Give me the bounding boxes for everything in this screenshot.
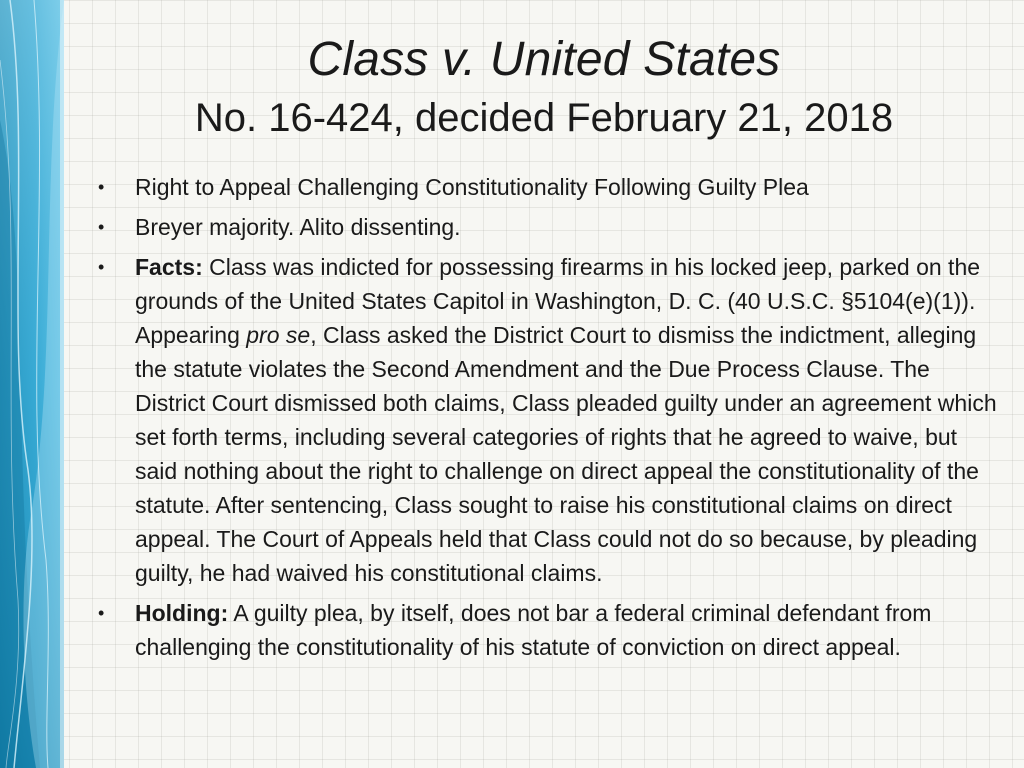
- bullet-icon: •: [98, 603, 105, 623]
- side-band-graphic: [0, 0, 64, 768]
- facts-text-part-1: Class was indicted for possessing firearms in his locked jeep, parked on the grounds of the United States Capitol in Washington, D. C. (40 U.S.C. §5104(e)(1)). Appearing: [135, 254, 981, 348]
- bullet-text: Breyer majority. Alito dissenting.: [135, 214, 461, 240]
- bullet-item-holding: [96, 596, 1000, 664]
- title-area: [64, 30, 1024, 144]
- bullet-item-facts: [96, 250, 1000, 590]
- facts-text-part-2: , Class asked the District Court to dismiss the indictment, alleging the statute violates the Second Amendment and the Due Process Clause. The District Court dismissed both claims, Class pleaded guilty under an agreement which set forth terms, including several categories of rights that he agreed to waive, but said nothing about the right to challenge on direct appeal the constitutionality of the statute. After sentencing, Class sought to raise his constitutional claims on direct appeal. The Court of Appeals held that Class could not do so because, by pleading guilty, he had waived his constitutional claims.: [135, 322, 997, 586]
- facts-label: Facts:: [135, 254, 203, 280]
- bullet-item-topic: [96, 170, 1000, 204]
- slide-content: [96, 170, 1000, 670]
- bullet-icon: •: [98, 177, 105, 197]
- bullet-text: Right to Appeal Challenging Constitutionality Following Guilty Plea: [135, 174, 809, 200]
- bullet-icon: •: [98, 217, 105, 237]
- holding-text: A guilty plea, by itself, does not bar a federal criminal defendant from challenging the constitutionality of his statute of conviction on direct appeal.: [135, 600, 932, 660]
- holding-label: Holding:: [135, 600, 229, 626]
- decorative-side-band: [0, 0, 64, 768]
- bullet-item-opinions: [96, 210, 1000, 244]
- slide-subtitle: No. 16-424, decided February 21, 2018: [194, 96, 894, 140]
- slide-title: Class v. United States: [307, 33, 781, 86]
- bullet-list: [96, 170, 1000, 664]
- facts-italic-term: pro se: [246, 322, 311, 348]
- bullet-icon: •: [98, 257, 105, 277]
